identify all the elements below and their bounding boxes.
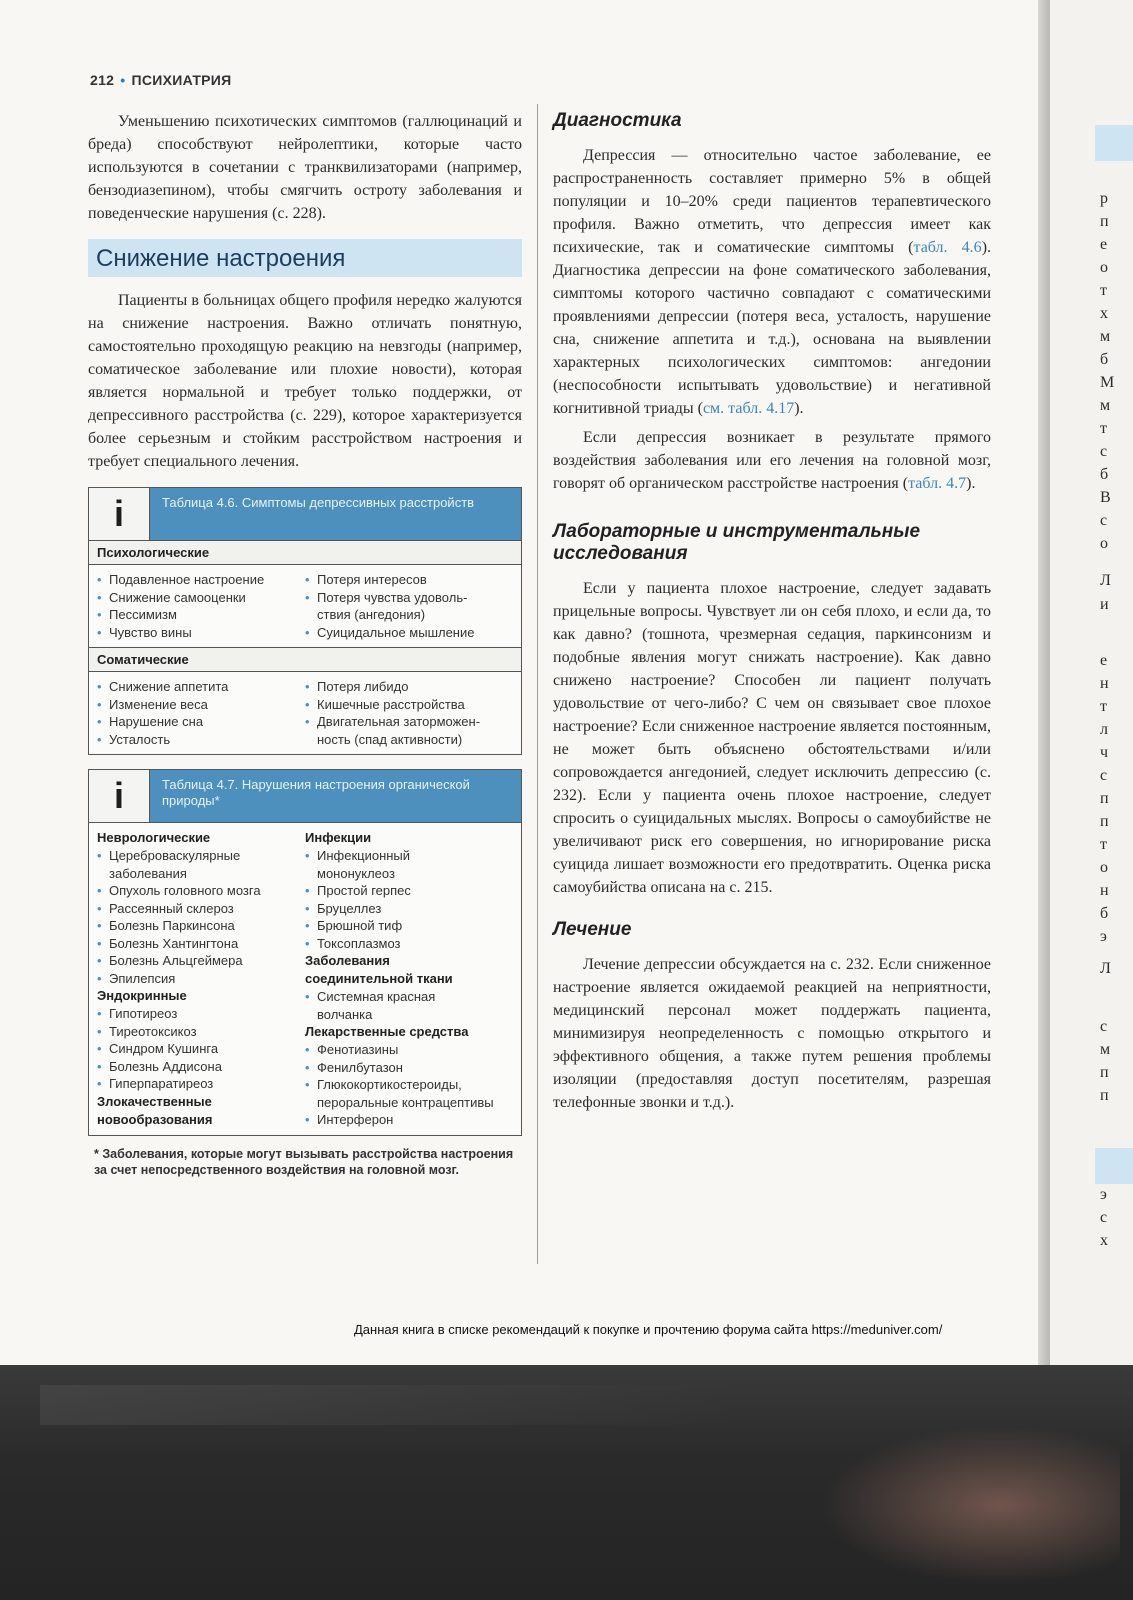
list-item: • Пессимизм: [97, 606, 305, 624]
right-column: [553, 110, 991, 1120]
table-header: [89, 770, 521, 823]
table-ref-link[interactable]: см. табл. 4.17: [702, 400, 795, 417]
intro-paragraph: Уменьшению психотических симптомов (галлюцинаций и бреда) способствуют нейролептики, которые часто используются в сочетании с транквилизаторами (например, бензодиазепином), чтобы смягчить остроту заболевания и поведенческие нарушения (с. 228).: [88, 113, 522, 222]
list-item: • Гипотиреоз: [97, 1005, 305, 1023]
next-page-fragment: М: [1100, 374, 1115, 391]
next-page-fragment: б: [1100, 351, 1109, 368]
desk-background: [0, 1365, 1133, 1600]
text-run: ).: [966, 475, 976, 492]
next-page-fragment: о: [1100, 535, 1108, 552]
next-page-fragment: р: [1100, 190, 1108, 207]
next-page-fragment: с: [1100, 1018, 1108, 1035]
section-title-low-mood: Снижение настроения: [88, 239, 522, 277]
list-item: мононуклеоз: [317, 865, 395, 881]
group-heading: новообразования: [97, 1111, 213, 1127]
list-right: [305, 678, 513, 748]
group-heading: соединительной ткани: [305, 971, 453, 986]
list-item: • Потеря чувства удоволь-: [305, 589, 513, 607]
next-page-fragment: п: [1100, 813, 1109, 830]
book-gutter: [1038, 0, 1050, 1365]
list-item: • Чувство вины: [97, 624, 305, 642]
next-page-fragment: с: [1100, 1209, 1108, 1226]
table-4-7: [88, 769, 522, 1136]
info-icon: i: [89, 488, 150, 540]
list-left: [97, 571, 305, 641]
diagnostics-paragraph-1: [553, 144, 991, 420]
list-right: [305, 829, 513, 1129]
page-number: 212: [90, 72, 115, 88]
list-item: • Брюшной тиф: [305, 917, 513, 935]
next-page-fragment: о: [1100, 859, 1108, 876]
next-page-fragment: м: [1100, 397, 1111, 414]
next-page-fragment: с: [1100, 512, 1108, 529]
table-rows: [89, 672, 521, 754]
list-item: • Синдром Кушинга: [97, 1040, 305, 1058]
treatment-paragraph: Лечение депрессии обсуждается на с. 232. Если сниженное настроение является ожидаемой реакцией на неприятности, медицинский персонал может поддержать пациента, минимизируя неопределенность с помощью открытого и эффективного общения, а также путем решения проблемы изоляции (предоставляя доступ посетителям, разрешая телефонные звонки и т.д.).: [553, 956, 991, 1111]
next-page-fragment: б: [1100, 466, 1109, 483]
next-page-fragment: В: [1100, 489, 1111, 506]
heading-diagnostics: Диагностика: [553, 110, 682, 131]
next-page-fragment: п: [1100, 790, 1109, 807]
next-page-fragment: Л: [1100, 572, 1111, 589]
list-item: • Бруцеллез: [305, 900, 513, 918]
next-page-fragment: и: [1100, 596, 1109, 613]
list-item: • Кишечные расстройства: [305, 696, 513, 714]
section-paragraph: Пациенты в больницах общего профиля нередко жалуются на снижение настроения. Важно отличать понятную, самостоятельно проходящую реакцию на невзгоды (например, соматическое заболевание или плохие новости), которая является нормальной и требует только поддержки, от депрессивного расстройства (с. 229), которое характеризуется более серьезным и стойким расстройством настроения и требует специального лечения.: [88, 292, 522, 470]
next-page-fragment: п: [1100, 1087, 1109, 1104]
list-item: • Двигательная заторможен-: [305, 713, 513, 731]
list-item: • Нарушение сна: [97, 713, 305, 731]
list-item: • Суицидальное мышление: [305, 624, 513, 642]
list-item: • Потеря интересов: [305, 571, 513, 589]
next-page-fragment: э: [1100, 1186, 1107, 1203]
list-item: • Фенотиазины: [305, 1041, 513, 1059]
left-column: [88, 110, 522, 1178]
table-category-psychological: Психологические: [89, 540, 521, 565]
list-right: [305, 571, 513, 641]
next-page-fragment: м: [1100, 328, 1111, 345]
list-item: • Тиреотоксикоз: [97, 1023, 305, 1041]
next-page-fragment: е: [1100, 236, 1108, 253]
list-item: • Болезнь Паркинсона: [97, 917, 305, 935]
group-heading: Злокачественные: [97, 1093, 212, 1109]
next-page-fragment: с: [1100, 767, 1108, 784]
list-item: • Интерферон: [305, 1111, 513, 1129]
list-left: [97, 829, 305, 1129]
list-item: • Системная красная: [305, 988, 513, 1006]
table-ref-link[interactable]: табл. 4.7: [908, 475, 967, 492]
group-heading: Неврологические: [97, 830, 211, 845]
next-page-fragment: э: [1100, 928, 1107, 945]
list-item-continued: ствия (ангедония): [317, 607, 426, 622]
list-left: [97, 678, 305, 748]
heading-lab-studies: Лабораторные и инструментальные исследования: [553, 521, 921, 564]
list-item: • Простой герпес: [305, 882, 513, 900]
list-item: • Фенилбутазон: [305, 1059, 513, 1077]
list-item: • Эпилепсия: [97, 970, 305, 988]
list-item: • Изменение веса: [97, 696, 305, 714]
list-item: • Инфекционный: [305, 847, 513, 865]
next-page-fragment: т: [1100, 420, 1107, 437]
table-rows: [89, 823, 521, 1135]
list-item: • Болезнь Альцгеймера: [97, 952, 305, 970]
list-item: • Глюкокортикостероиды,: [305, 1076, 513, 1094]
light-reflection: [40, 1385, 740, 1425]
next-page-heading-band: [1095, 125, 1133, 161]
list-item: • Цереброваскулярные: [97, 847, 305, 865]
next-page-fragment: н: [1100, 675, 1109, 692]
next-page-fragment: е: [1100, 652, 1108, 669]
next-page-fragment: т: [1100, 282, 1107, 299]
table-title: Таблица 4.7. Нарушения настроения органической природы*: [150, 770, 521, 822]
text-run: ). Диагностика депрессии на фоне соматического заболевания, симптомы которого частично совпадают с соматическими проявлениями депрессии (потеря веса, усталость, нарушение сна, снижение аппетита и т.д.), основана на выявлении характерных психологических симптомов: ангедонии (неспособности испытывать удовольствие) и негативной когнитивной триады (: [553, 239, 992, 417]
heading-treatment: Лечение: [553, 919, 632, 940]
chapter-title: ПСИХИАТРИЯ: [131, 72, 232, 88]
table-footnote: * Заболевания, которые могут вызывать расстройства настроения за счет непосредственного воздействия на головной мозг.: [94, 1146, 514, 1177]
next-page-fragment: п: [1100, 213, 1109, 230]
next-page-fragment: п: [1100, 1064, 1109, 1081]
next-page-fragment: м: [1100, 1041, 1111, 1058]
next-page-fragment: с: [1100, 443, 1108, 460]
table-title: Таблица 4.6. Симптомы депрессивных расстройств: [150, 488, 521, 540]
text-run: Если депрессия возникает в результате прямого воздействия заболевания или его лечения на головной мозг, говорят об органическом расстройстве настроения (: [553, 429, 991, 492]
list-item: • Гиперпаратиреоз: [97, 1075, 305, 1093]
table-ref-link[interactable]: табл. 4.6: [913, 239, 982, 256]
list-item: • Болезнь Хантингтона: [97, 935, 305, 953]
text-run: ).: [794, 400, 804, 417]
list-item: • Подавленное настроение: [97, 571, 305, 589]
diagnostics-paragraph-2: [553, 426, 991, 495]
next-page-fragment: х: [1100, 305, 1108, 322]
list-item: • Усталость: [97, 731, 305, 749]
list-item: • Рассеянный склероз: [97, 900, 305, 918]
list-item: волчанка: [317, 1006, 373, 1022]
next-page-fragment: н: [1100, 882, 1109, 899]
next-page-fragment: ч: [1100, 744, 1109, 761]
watermark-text: Данная книга в списке рекомендаций к покупке и прочтению форума сайта https://meduniver.com/: [354, 1322, 943, 1337]
next-page-fragment: б: [1100, 905, 1109, 922]
next-page-heading-band: [1095, 1148, 1133, 1184]
group-heading: Лекарственные средства: [305, 1024, 469, 1039]
next-page-edge: [1050, 0, 1133, 1365]
text-run: Депрессия — относительно частое заболевание, ее распространенность составляет примерно 5% в общей популяции и 10–20% среди пациентов терапевтического профиля. Важно отметить, что депрессия имеет как психические, так и соматические симптомы (: [553, 147, 991, 256]
next-page-fragment: х: [1100, 1232, 1108, 1249]
next-page-fragment: о: [1100, 259, 1108, 276]
list-item: пероральные контрацептивы: [317, 1094, 494, 1110]
running-head: [90, 72, 232, 88]
table-category-somatic: Соматические: [89, 647, 521, 672]
next-page-fragment: Л: [1100, 960, 1111, 977]
table-4-6: [88, 487, 522, 755]
group-heading: Эндокринные: [97, 988, 187, 1003]
list-item: • Потеря либидо: [305, 678, 513, 696]
list-item: заболевания: [109, 865, 187, 881]
lab-paragraph: Если у пациента плохое настроение, следует задавать прицельные вопросы. Чувствует ли он себя плохо, и если да, то как давно? (тошнота, чрезмерная седация, паркинсонизм и подобные явления могут снижать настроение). Как давно снижено настроение? Способен ли пациент получать удовольствие от чего-либо? С чем он связывает свое плохое настроение? Если сниженное настроение является постоянным, не может быть объяснено обстоятельствами и/или сопровождается ангедонией, следует исключить депрессию (с. 232). Если у пациента очень плохое настроение, следует спросить о суицидальных мыслях. Вопросы о самоубийстве не увеличивают риск его совершения, но игнорирование риска суицида лишает возможности его предотвратить. Оценка риска самоубийства описана на с. 215.: [553, 580, 991, 896]
table-rows: [89, 565, 521, 647]
list-item: • Снижение аппетита: [97, 678, 305, 696]
running-head-bullet: •: [120, 72, 126, 88]
column-divider: [537, 104, 538, 1264]
list-item: • Снижение самооценки: [97, 589, 305, 607]
light-reflection: [820, 1425, 1120, 1585]
list-item: • Опухоль головного мозга: [97, 882, 305, 900]
next-page-fragment: т: [1100, 836, 1107, 853]
group-heading: Инфекции: [305, 830, 372, 845]
group-heading: Заболевания: [305, 953, 390, 968]
list-item: • Болезнь Аддисона: [97, 1058, 305, 1076]
list-item-continued: ность (спад активности): [317, 731, 463, 747]
info-icon: i: [89, 770, 150, 822]
next-page-fragment: л: [1100, 721, 1108, 738]
list-item: • Токсоплазмоз: [305, 935, 513, 953]
next-page-fragment: т: [1100, 698, 1107, 715]
table-header: [89, 488, 521, 540]
